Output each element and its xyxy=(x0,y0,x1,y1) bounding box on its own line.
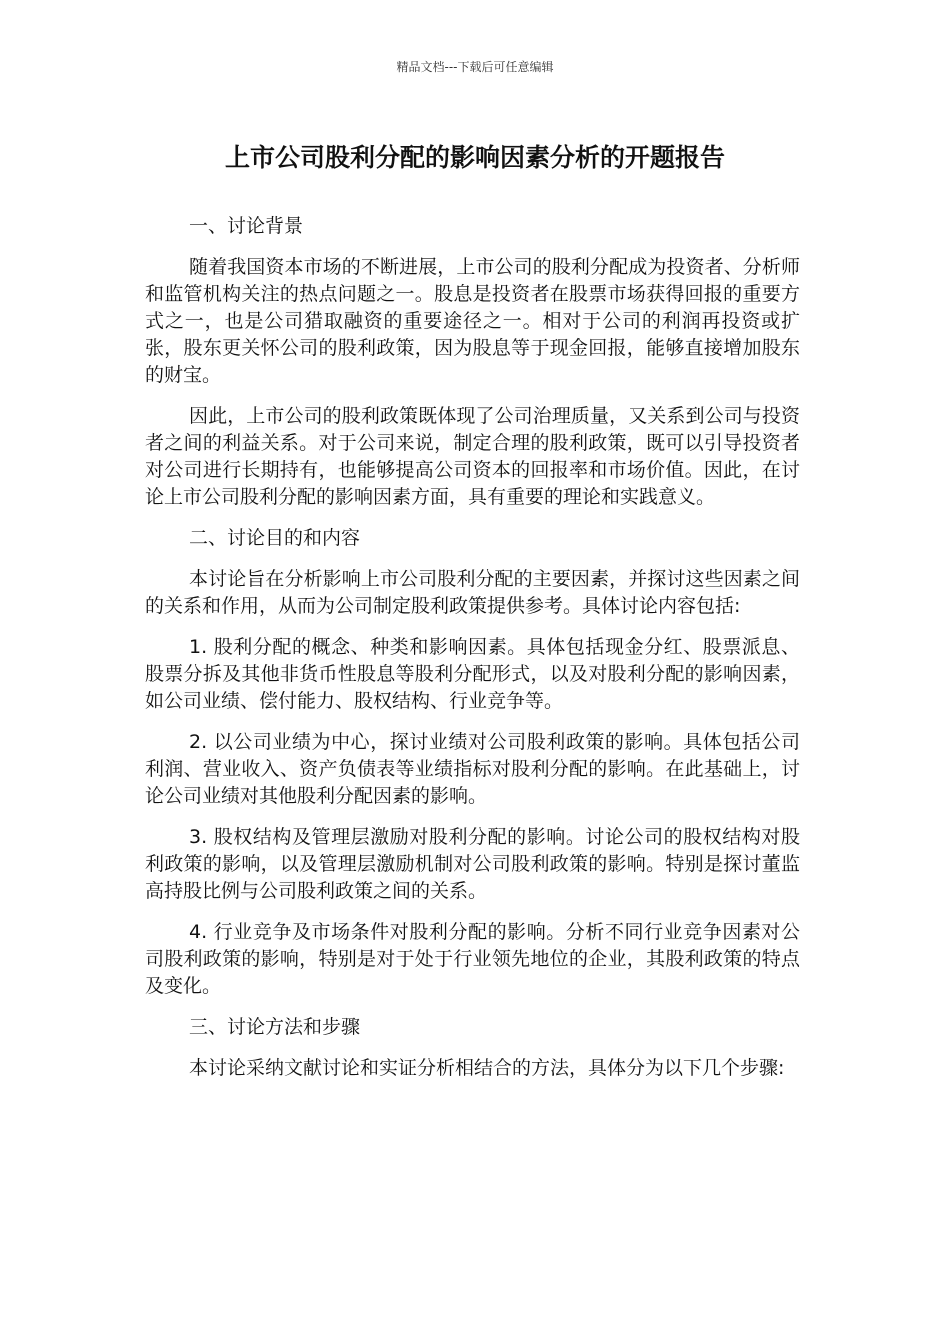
list-item: 1. 股利分配的概念、种类和影响因素。具体包括现金分红、股票派息、股票分拆及其他非货币性股息等股利分配形式，以及对股利分配的影响因素，如公司业绩、偿付能力、股权结构、行业竞争等。 xyxy=(145,636,800,712)
section-heading-purpose: 二、讨论目的和内容 xyxy=(189,527,361,549)
paragraph: 本讨论旨在分析影响上市公司股利分配的主要因素，并探讨这些因素之间的关系和作用，从而为公司制定股利政策提供参考。具体讨论内容包括: xyxy=(145,568,800,617)
section-heading-method: 三、讨论方法和步骤 xyxy=(189,1016,361,1038)
section-heading-background: 一、讨论背景 xyxy=(189,215,304,237)
list-item: 4. 行业竞争及市场条件对股利分配的影响。分析不同行业竞争因素对公司股利政策的影响，特别是对于处于行业领先地位的企业，其股利政策的特点及变化。 xyxy=(145,921,800,997)
header-note: 精品文档---下载后可任意编辑 xyxy=(396,60,554,74)
list-item: 2. 以公司业绩为中心，探讨业绩对公司股利政策的影响。具体包括公司利润、营业收入、资产负债表等业绩指标对股利分配的影响。在此基础上，讨论公司业绩对其他股利分配因素的影响。 xyxy=(145,731,800,807)
paragraph: 本讨论采纳文献讨论和实证分析相结合的方法，具体分为以下几个步骤: xyxy=(189,1057,785,1079)
document-title: 上市公司股利分配的影响因素分析的开题报告 xyxy=(224,143,725,172)
document-body xyxy=(145,213,800,1096)
paragraph: 随着我国资本市场的不断进展，上市公司的股利分配成为投资者、分析师和监管机构关注的热点问题之一。股息是投资者在股票市场获得回报的重要方式之一，也是公司猎取融资的重要途径之一。相对于公司的利润再投资或扩张，股东更关怀公司的股利政策，因为股息等于现金回报，能够直接增加股东的财宝。 xyxy=(145,256,800,386)
paragraph: 因此，上市公司的股利政策既体现了公司治理质量，又关系到公司与投资者之间的利益关系。对于公司来说，制定合理的股利政策，既可以引导投资者对公司进行长期持有，也能够提高公司资本的回报率和市场价值。因此，在讨论上市公司股利分配的影响因素方面，具有重要的理论和实践意义。 xyxy=(145,405,800,508)
list-item: 3. 股权结构及管理层激励对股利分配的影响。讨论公司的股权结构对股利政策的影响，以及管理层激励机制对公司股利政策的影响。特别是探讨董监高持股比例与公司股利政策之间的关系。 xyxy=(145,826,800,902)
